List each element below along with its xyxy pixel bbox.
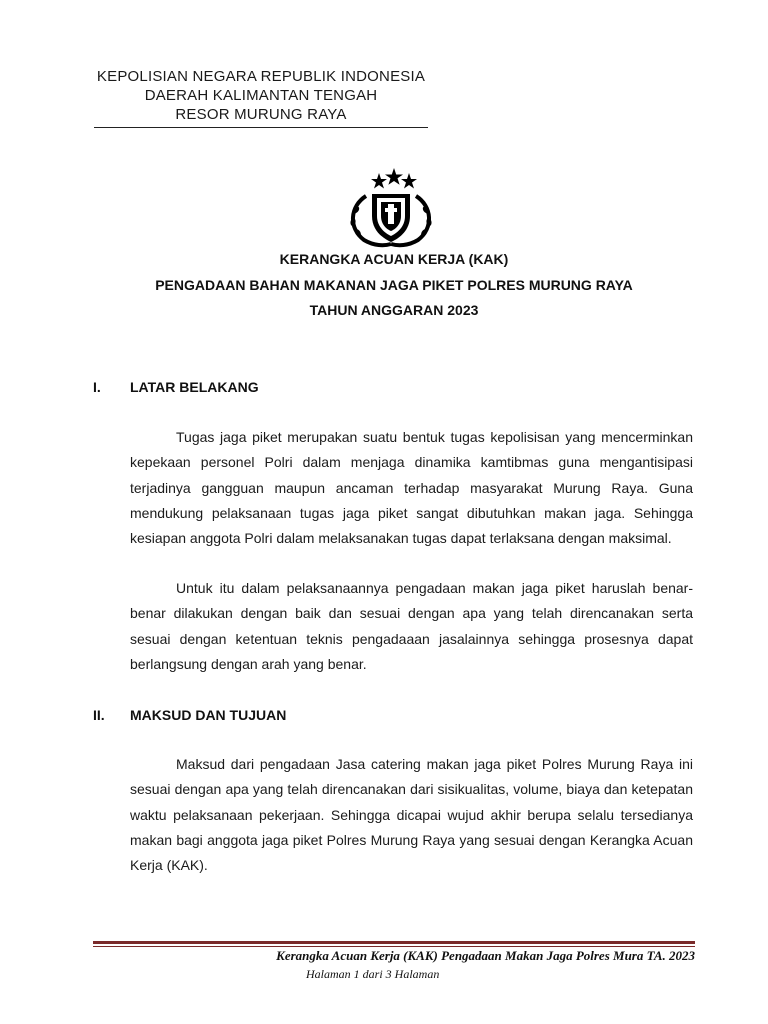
letterhead-rule: [94, 127, 428, 128]
section-1-number: I.: [93, 379, 101, 395]
footer-rule-thick: [93, 941, 695, 944]
letterhead-line-1: KEPOLISIAN NEGARA REPUBLIK INDONESIA: [96, 68, 426, 85]
letterhead-line-2: DAERAH KALIMANTAN TENGAH: [144, 87, 378, 104]
section-1-paragraph-1: Tugas jaga piket merupakan suatu bentuk tugas kepolisisan yang mencerminkan kepekaan personel Polri dalam menjaga dinamika kamtibmas guna mengantisipasi terjadinya gangguan maupun ancaman terhadap masyarakat Murung Raya. Guna mendukung pelaksanaan tugas jaga piket sangat dibutuhkan makan jaga. Sehingga kesiapan anggota Polri dalam melaksanakan tugas dapat terlaksana dengan maksimal.: [130, 429, 693, 547]
document-title-line-3: TAHUN ANGGARAN 2023: [309, 302, 479, 318]
section-1-paragraph-2: Untuk itu dalam pelaksanaannya pengadaan makan jaga piket haruslah benar-benar dilakukan dengan baik dan sesuai dengan apa yang telah direncanakan serta sesuai dengan ketentuan teknis pengadaaan jasalainnya sehingga prosesnya dapat berlangsung dengan arah yang benar.: [130, 580, 693, 672]
section-1-heading: LATAR BELAKANG: [130, 379, 259, 395]
section-2-number: II.: [93, 707, 105, 723]
letterhead-line-3: RESOR MURUNG RAYA: [175, 106, 347, 123]
document-title-line-1: KERANGKA ACUAN KERJA (KAK): [279, 251, 509, 267]
footer-title: Kerangka Acuan Kerja (KAK) Pengadaan Makan Jaga Polres Mura TA. 2023: [276, 948, 695, 963]
letterhead: [94, 67, 428, 128]
polri-emblem-icon: [342, 166, 440, 248]
footer-page-number: Halaman 1 dari 3 Halaman: [306, 967, 440, 981]
document-title-line-2: PENGADAAN BAHAN MAKANAN JAGA PIKET POLRES MURUNG RAYA: [155, 277, 633, 293]
section-2-heading: MAKSUD DAN TUJUAN: [130, 707, 287, 723]
footer-rule-thin: [93, 946, 695, 947]
section-2-paragraph-1: Maksud dari pengadaan Jasa catering makan jaga piket Polres Murung Raya ini sesuai dengan apa yang telah direncanakan dari sisikualitas, volume, biaya dan ketepatan waktu pelaksanaan pekerjaan. Sehingga dicapai wujud akhir berupa selalu tersedianya makan bagi anggota jaga piket Polres Murung Raya yang sesuai dengan Kerangka Acuan Kerja (KAK).: [130, 756, 693, 874]
